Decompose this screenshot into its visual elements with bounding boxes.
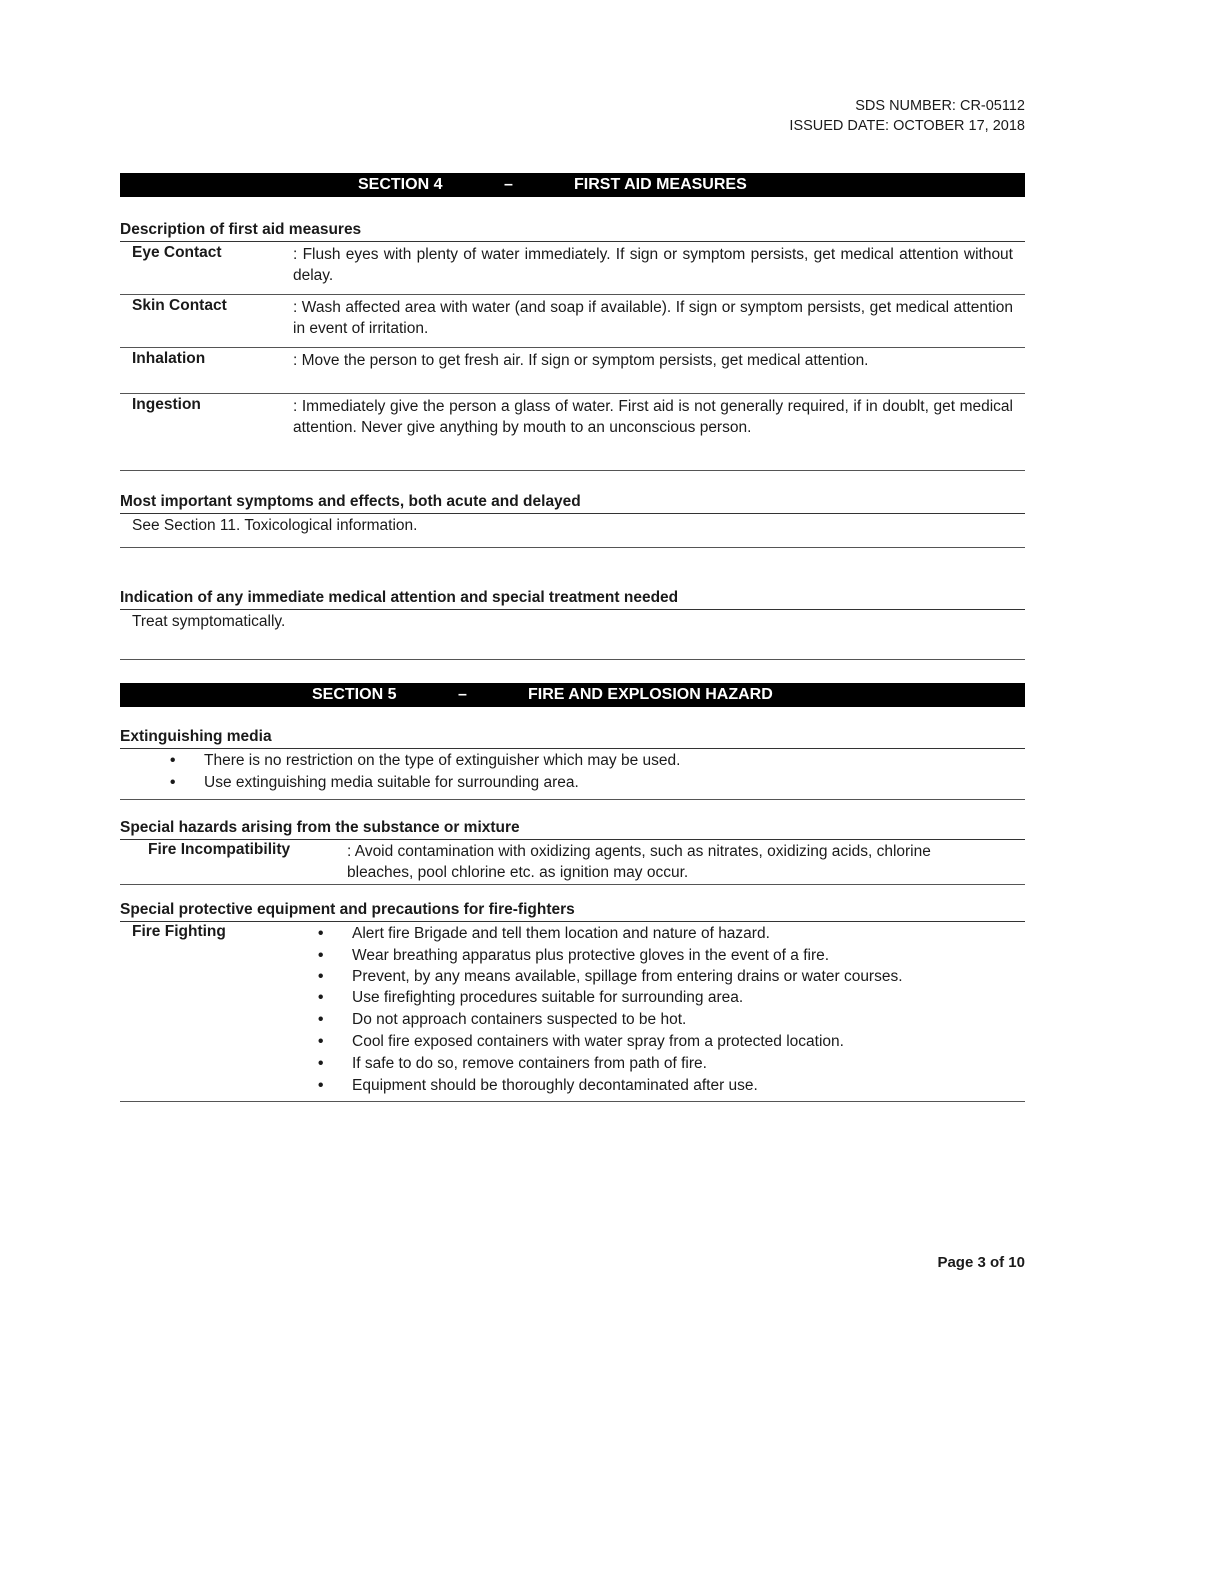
bullet-icon: • <box>318 1055 324 1072</box>
first-aid-row-eye <box>120 242 1025 295</box>
fire-incompatibility-row <box>120 840 1025 885</box>
fire-fighting-list-wrap <box>306 923 1025 1097</box>
bullet-icon: • <box>170 752 176 769</box>
protective-heading: Special protective equipment and precautions for fire-fighters <box>120 900 1025 922</box>
sds-number: SDS NUMBER: CR-05112 <box>855 98 1025 114</box>
list-item-text: Do not approach containers suspected to be hot. <box>352 1011 687 1028</box>
section-5-bar <box>120 683 1025 707</box>
document-header <box>789 96 1025 136</box>
bullet-icon: • <box>318 989 324 1006</box>
list-item <box>306 987 1013 1009</box>
list-item-text: If safe to do so, remove containers from path of fire. <box>352 1055 707 1072</box>
special-hazards-heading: Special hazards arising from the substance or mixture <box>120 818 1025 840</box>
list-item-text: Alert fire Brigade and tell them location and nature of hazard. <box>352 925 770 942</box>
list-item-text: Cool fire exposed containers with water spray from a protected location. <box>352 1033 844 1050</box>
bullet-icon: • <box>170 774 176 791</box>
list-item <box>306 1031 1013 1053</box>
fire-incompatibility-text: : Avoid contamination with oxidizing agents, such as nitrates, oxidizing acids, chlorine bleaches, pool chlorine etc. as ignition may occur. <box>347 843 931 881</box>
issued-date: ISSUED DATE: OCTOBER 17, 2018 <box>789 118 1025 134</box>
list-item <box>120 750 1025 772</box>
symptoms-heading: Most important symptoms and effects, both acute and delayed <box>120 492 1025 514</box>
first-aid-row-inhalation <box>120 348 1025 394</box>
list-item-text: Prevent, by any means available, spillage from entering drains or water courses. <box>352 968 903 985</box>
protective-equipment-block <box>120 900 1025 1102</box>
section-4-number: SECTION 4 <box>358 176 443 193</box>
indication-block <box>120 588 1025 660</box>
first-aid-text: : Wash affected area with water (and soap if available). If sign or symptom persists, get medical attention in event of irritation. <box>293 299 1013 337</box>
indication-heading: Indication of any immediate medical attention and special treatment needed <box>120 588 1025 610</box>
bullet-icon: • <box>318 925 324 942</box>
fire-fighting-row <box>120 922 1025 1102</box>
list-item <box>306 923 1013 945</box>
symptoms-text: See Section 11. Toxicological information. <box>120 514 1025 548</box>
first-aid-label: Ingestion <box>132 396 201 413</box>
first-aid-heading: Description of first aid measures <box>120 220 1025 242</box>
first-aid-description <box>120 220 1025 471</box>
section-4-title: FIRST AID MEASURES <box>574 176 747 193</box>
bullet-icon: • <box>318 947 324 964</box>
special-hazards-block <box>120 818 1025 885</box>
list-item <box>306 1075 1013 1097</box>
section-4-bar <box>120 173 1025 197</box>
list-item-text: Use extinguishing media suitable for surrounding area. <box>204 774 579 791</box>
extinguishing-heading: Extinguishing media <box>120 727 1025 749</box>
list-item-text: Wear breathing apparatus plus protective gloves in the event of a fire. <box>352 947 830 964</box>
first-aid-label: Eye Contact <box>132 244 222 261</box>
extinguishing-block <box>120 727 1025 800</box>
list-item <box>306 945 1013 967</box>
list-item <box>306 967 1013 987</box>
first-aid-row-ingestion <box>120 394 1025 471</box>
first-aid-text: : Immediately give the person a glass of water. First aid is not generally required, if in doublt, get medical attention. Never give anything by mouth to an unconscious person. <box>293 398 1013 436</box>
extinguishing-list <box>120 750 1025 794</box>
first-aid-text: : Move the person to get fresh air. If sign or symptom persists, get medical attention. <box>293 352 869 369</box>
bullet-icon: • <box>318 1033 324 1050</box>
section-5-number: SECTION 5 <box>312 686 397 703</box>
list-item-text: Equipment should be thoroughly decontaminated after use. <box>352 1077 758 1094</box>
symptoms-block <box>120 492 1025 548</box>
extinguishing-list-wrap <box>120 749 1025 800</box>
list-item <box>306 1053 1013 1075</box>
bullet-icon: • <box>318 968 324 985</box>
first-aid-row-skin <box>120 295 1025 348</box>
section-5-dash: – <box>458 686 467 703</box>
list-item <box>306 1009 1013 1031</box>
fire-fighting-list <box>306 923 1013 1097</box>
bullet-icon: • <box>318 1011 324 1028</box>
first-aid-label: Skin Contact <box>132 297 227 314</box>
page-number: Page 3 of 10 <box>937 1254 1025 1271</box>
list-item-text: Use firefighting procedures suitable for surrounding area. <box>352 989 744 1006</box>
first-aid-label: Inhalation <box>132 350 206 367</box>
section-4-dash: – <box>504 176 513 193</box>
fire-incompatibility-label: Fire Incompatibility <box>148 841 291 858</box>
list-item <box>120 772 1025 794</box>
first-aid-text: : Flush eyes with plenty of water immediately. If sign or symptom persists, get medical attention without delay. <box>293 246 1013 284</box>
indication-text: Treat symptomatically. <box>120 610 1025 660</box>
fire-fighting-label: Fire Fighting <box>132 923 226 940</box>
section-5-title: FIRE AND EXPLOSION HAZARD <box>528 686 773 703</box>
bullet-icon: • <box>318 1077 324 1094</box>
list-item-text: There is no restriction on the type of extinguisher which may be used. <box>204 752 681 769</box>
